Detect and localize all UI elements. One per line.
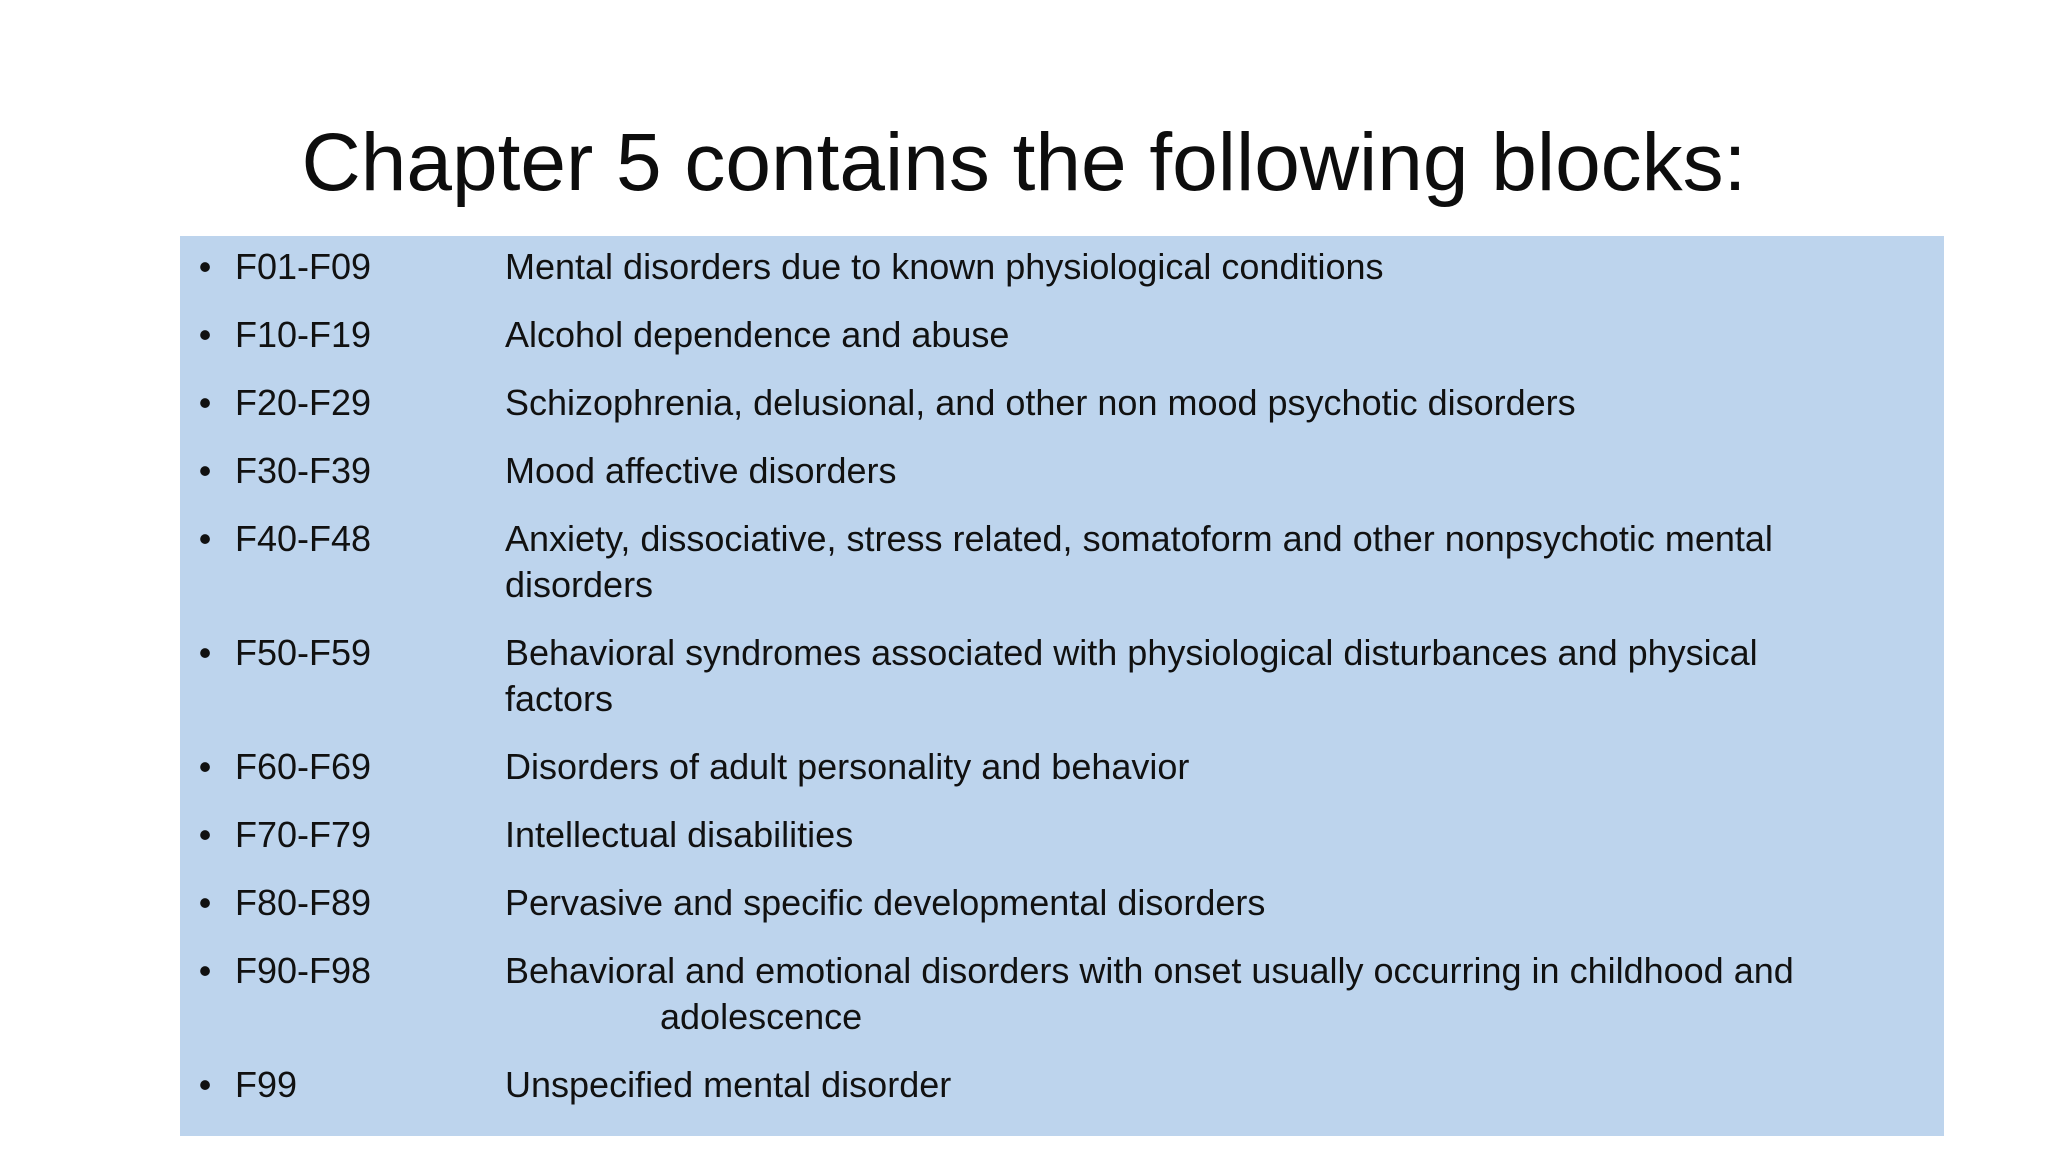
bullet-icon: • [198,950,212,991]
block-code: F60-F69 [235,746,372,787]
block-description [505,516,1935,608]
block-description-line: adolescence [660,996,863,1037]
block-description-line: Mental disorders due to known physiological conditions [505,246,1384,287]
block-code: F30-F39 [235,450,372,491]
block-description-line: Behavioral syndromes associated with physiological disturbances and physical [505,632,1758,673]
block-description-line: Schizophrenia, delusional, and other non mood psychotic disorders [505,382,1576,423]
block-description-line: Mood affective disorders [505,450,897,491]
block-description [505,948,1935,1040]
block-description [505,880,1935,926]
bullet-icon: • [198,882,212,923]
block-description-line: Alcohol dependence and abuse [505,314,1010,355]
block-description-line: Pervasive and specific developmental disorders [505,882,1266,923]
block-description [505,448,1935,494]
bullet-icon: • [198,1064,212,1105]
bullet-icon: • [198,382,212,423]
block-code: F70-F79 [235,814,372,855]
slide-title: Chapter 5 contains the following blocks: [301,117,1747,208]
block-code: F10-F19 [235,314,372,355]
block-description-line: Disorders of adult personality and behavior [505,746,1190,787]
block-description-line: Behavioral and emotional disorders with onset usually occurring in childhood and [505,950,1794,991]
bullet-icon: • [198,632,212,673]
block-description [505,744,1935,790]
block-code: F01-F09 [235,246,372,287]
bullet-icon: • [198,314,212,355]
block-code: F80-F89 [235,882,372,923]
block-description-line: disorders [505,564,654,605]
block-description-line: Anxiety, dissociative, stress related, somatoform and other nonpsychotic mental [505,518,1773,559]
blocks-content-box [180,236,1944,1136]
block-description-line: Unspecified mental disorder [505,1064,952,1105]
block-code: F20-F29 [235,382,372,423]
block-description [505,244,1935,290]
block-description-line: Intellectual disabilities [505,814,854,855]
block-description [505,380,1935,426]
block-description [505,812,1935,858]
block-code: F90-F98 [235,950,372,991]
bullet-icon: • [198,518,212,559]
bullet-icon: • [198,450,212,491]
block-description-line: factors [505,678,614,719]
block-code: F50-F59 [235,632,372,673]
block-description [505,1062,1935,1108]
block-description [505,312,1935,358]
block-code: F99 [235,1064,298,1105]
bullet-icon: • [198,246,212,287]
block-description [505,630,1935,722]
block-code: F40-F48 [235,518,372,559]
bullet-icon: • [198,746,212,787]
bullet-icon: • [198,814,212,855]
